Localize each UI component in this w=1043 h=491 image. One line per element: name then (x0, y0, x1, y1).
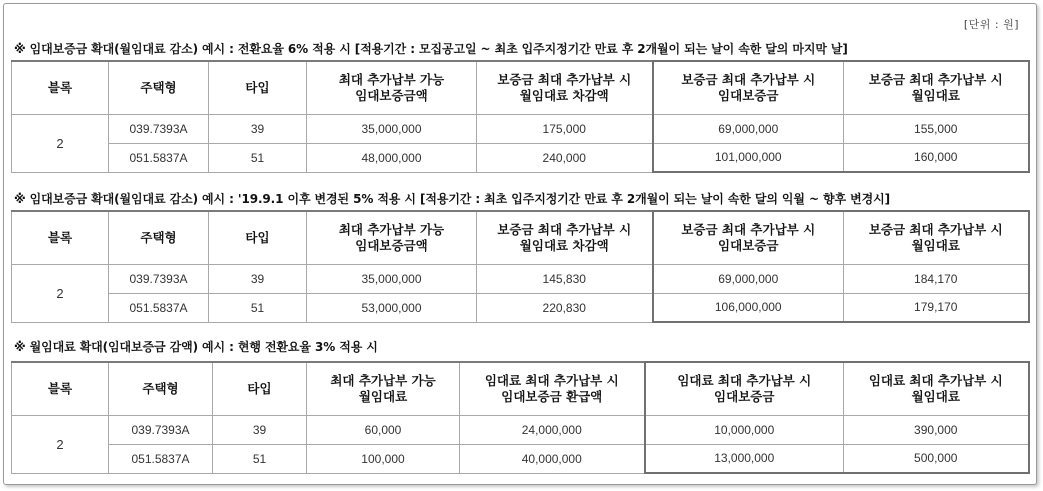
header-type: 타입 (209, 211, 307, 264)
section-caption-3: ※ 월임대료 확대(임대보증금 감액) 예시 : 현행 전환요율 3% 적용 시 (14, 340, 378, 354)
header-housing-type: 주택형 (109, 211, 209, 264)
block-cell: 2 (12, 415, 109, 473)
cell: 48,000,000 (307, 143, 477, 172)
header-col-6: 보증금 최대 추가납부 시 임대보증금 (653, 211, 844, 264)
header-type: 타입 (209, 61, 307, 114)
header-block: 블록 (12, 362, 109, 415)
cell: 039.7393A (109, 264, 209, 293)
table-row (12, 264, 1029, 293)
table-header-row (12, 211, 1029, 264)
cell: 051.5837A (109, 143, 209, 172)
table-row (12, 415, 1029, 444)
table-row (12, 293, 1029, 322)
header-col-7: 보증금 최대 추가납부 시 월임대료 (844, 61, 1029, 114)
cell: 155,000 (844, 114, 1029, 143)
section-caption-1: ※ 임대보증금 확대(월임대료 감소) 예시 : 전환요율 6% 적용 시 [적용기간 : 모집공고일 ~ 최초 입주지정기간 만료 후 2개월이 되는 날이 속한 달의 마지막 날] (14, 42, 848, 56)
cell: 35,000,000 (307, 114, 477, 143)
cell: 69,000,000 (653, 264, 844, 293)
table-row (12, 444, 1029, 473)
cell: 60,000 (307, 415, 460, 444)
cell: 184,170 (844, 264, 1029, 293)
block-cell: 2 (12, 264, 109, 322)
header-block: 블록 (12, 211, 109, 264)
cell: 145,830 (477, 264, 653, 293)
cell: 220,830 (477, 293, 653, 322)
cell: 390,000 (844, 415, 1029, 444)
header-col-7: 보증금 최대 추가납부 시 월임대료 (844, 211, 1029, 264)
cell: 160,000 (844, 143, 1029, 172)
cell: 39 (213, 415, 307, 444)
rent-table-3 (11, 361, 1030, 474)
header-col-5: 보증금 최대 추가납부 시 월임대료 차감액 (477, 61, 653, 114)
header-block: 블록 (12, 61, 109, 114)
cell: 35,000,000 (307, 264, 477, 293)
header-col-6: 보증금 최대 추가납부 시 임대보증금 (653, 61, 844, 114)
section-caption-2: ※ 임대보증금 확대(월임대료 감소) 예시 : '19.9.1 이후 변경된 5% 적용 시 [적용기간 : 최초 입주지정기간 만료 후 2개월이 되는 날이 속한 달의 익월 ~ 향후 변경시] (14, 192, 890, 206)
cell: 39 (209, 114, 307, 143)
cell: 10,000,000 (645, 415, 844, 444)
cell: 53,000,000 (307, 293, 477, 322)
table-header-row (12, 362, 1029, 415)
cell: 51 (209, 293, 307, 322)
block-cell: 2 (12, 114, 109, 172)
cell: 69,000,000 (653, 114, 844, 143)
cell: 051.5837A (109, 293, 209, 322)
table-header-row (12, 61, 1029, 114)
rent-table-1 (11, 60, 1030, 173)
header-housing-type: 주택형 (109, 362, 213, 415)
cell: 40,000,000 (460, 444, 645, 473)
header-col-5: 보증금 최대 추가납부 시 월임대료 차감액 (477, 211, 653, 264)
cell: 13,000,000 (645, 444, 844, 473)
cell: 039.7393A (109, 114, 209, 143)
cell: 51 (213, 444, 307, 473)
cell: 101,000,000 (653, 143, 844, 172)
table-row (12, 114, 1029, 143)
table-row (12, 143, 1029, 172)
cell: 240,000 (477, 143, 653, 172)
header-col-6: 임대료 최대 추가납부 시 임대보증금 (645, 362, 844, 415)
header-type: 타입 (213, 362, 307, 415)
cell: 106,000,000 (653, 293, 844, 322)
header-col-5: 임대료 최대 추가납부 시 임대보증금 환급액 (460, 362, 645, 415)
header-col-4: 최대 추가납부 가능 월임대료 (307, 362, 460, 415)
cell: 039.7393A (109, 415, 213, 444)
header-housing-type: 주택형 (109, 61, 209, 114)
cell: 175,000 (477, 114, 653, 143)
unit-label: [단위 : 원] (963, 18, 1019, 31)
cell: 39 (209, 264, 307, 293)
header-col-4: 최대 추가납부 가능 임대보증금액 (307, 61, 477, 114)
header-col-4: 최대 추가납부 가능 임대보증금액 (307, 211, 477, 264)
cell: 51 (209, 143, 307, 172)
cell: 179,170 (844, 293, 1029, 322)
cell: 500,000 (844, 444, 1029, 473)
rent-table-2 (11, 210, 1030, 323)
header-col-7: 임대료 최대 추가납부 시 월임대료 (844, 362, 1029, 415)
cell: 051.5837A (109, 444, 213, 473)
cell: 24,000,000 (460, 415, 645, 444)
cell: 100,000 (307, 444, 460, 473)
